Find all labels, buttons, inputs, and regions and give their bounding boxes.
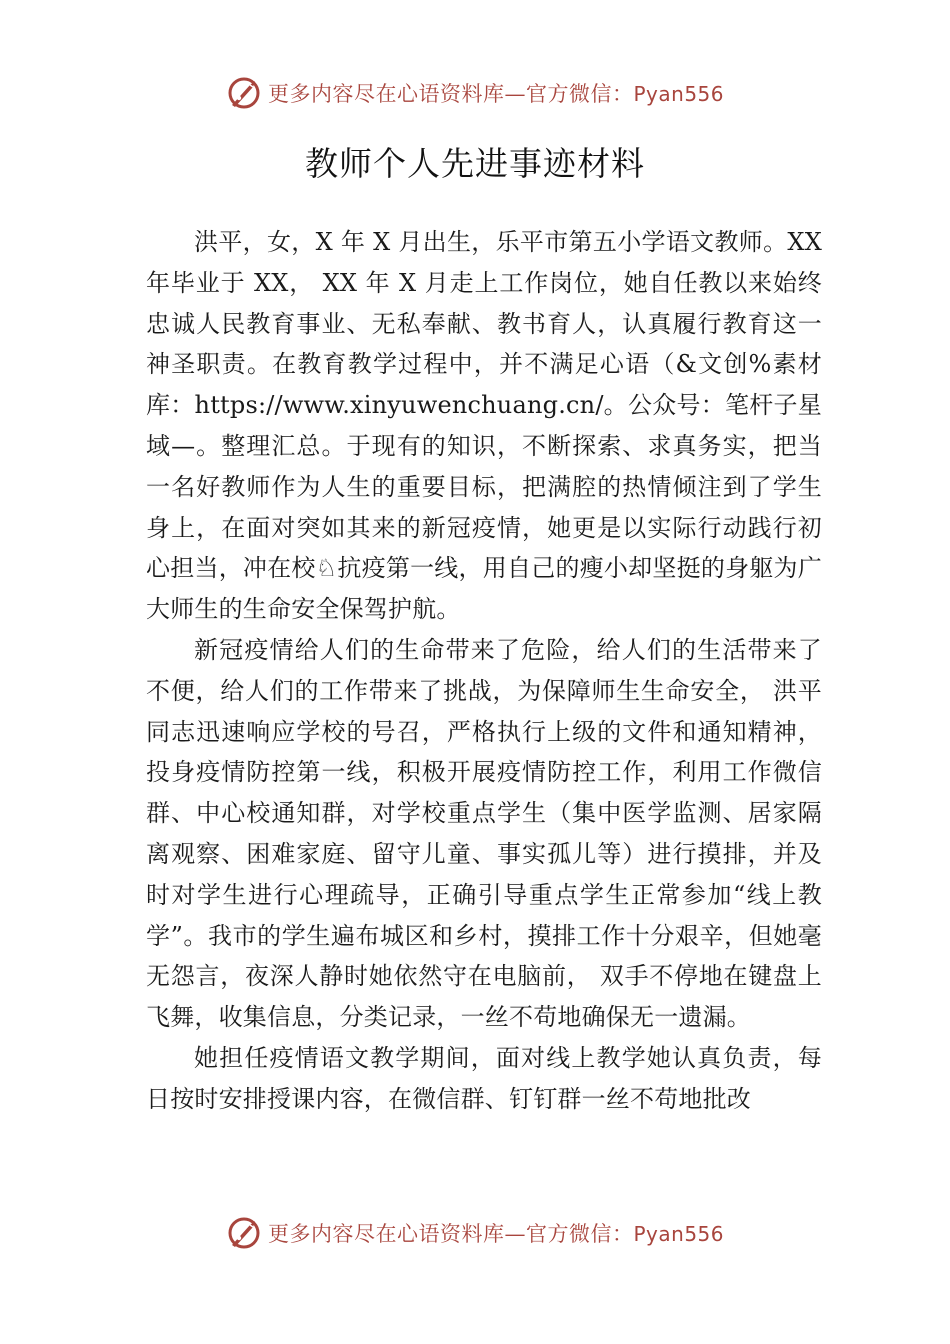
wechat-id: Pyan556 [633, 1222, 724, 1246]
wechat-id: Pyan556 [633, 82, 724, 106]
paragraph-3: 她担任疫情语文教学期间，面对线上教学她认真负责，每日按时安排授课内容，在微信群、钉钉群一丝不苟地批改 [146, 1043, 822, 1113]
pen-nib-circle-icon [226, 1215, 262, 1251]
document-title: 教师个人先进事迹材料 [305, 144, 645, 183]
paragraph-1: 洪平，女，X 年 X 月出生，乐平市第五小学语文教师。XX 年毕业于 XX， XX 年 X 月走上工作岗位，她自任教以来始终忠诚人民教育事业、无私奉献、教书育人，认真履行教育这一神圣职责。在教育教学过程中，并不满足心语（&文创%素材库：https://www.xinyuwenchuang.cn/。公众号：笔杆子星域—。整理汇总。于现有的知识，不断探索、求真务实，把当一名好教师作为人生的重要目标，把满腔的热情倾注到了学生身上，在面对突如其来的新冠疫情，她更是以实际行动践行初心担当，冲在校♘抗疫第一线，用自己的瘦小却坚挺的身躯为广大师生的生命安全保驾护航。 [146, 228, 822, 624]
header-banner [0, 68, 950, 118]
paragraph-2: 新冠疫情给人们的生命带来了危险，给人们的生活带来了不便，给人们的工作带来了挑战，为保障师生生命安全， 洪平同志迅速响应学校的号召，严格执行上级的文件和通知精神，投身疫情防控第一线，积极开展疫情防控工作，利用工作微信群、中心校通知群，对学校重点学生（集中医学监测、居家隔离观察、困难家庭、留守儿童、事实孤儿等）进行摸排，并及时对学生进行心理疏导，正确引导重点学生正常参加“线上教学”。我市的学生遍布城区和乡村，摸排工作十分艰辛，但她毫无怨言，夜深人静时她依然守在电脑前， 双手不停地在键盘上飞舞，收集信息，分类记录，一丝不苟地确保无一遗漏。 [146, 635, 822, 1032]
banner-text: 更多内容尽在心语资料库—官方微信：Pyan556 [267, 1222, 724, 1246]
footer-banner [0, 1208, 950, 1258]
banner-text: 更多内容尽在心语资料库—官方微信：Pyan556 [267, 82, 724, 106]
pen-nib-circle-icon [226, 75, 262, 111]
article-body [146, 222, 822, 1120]
